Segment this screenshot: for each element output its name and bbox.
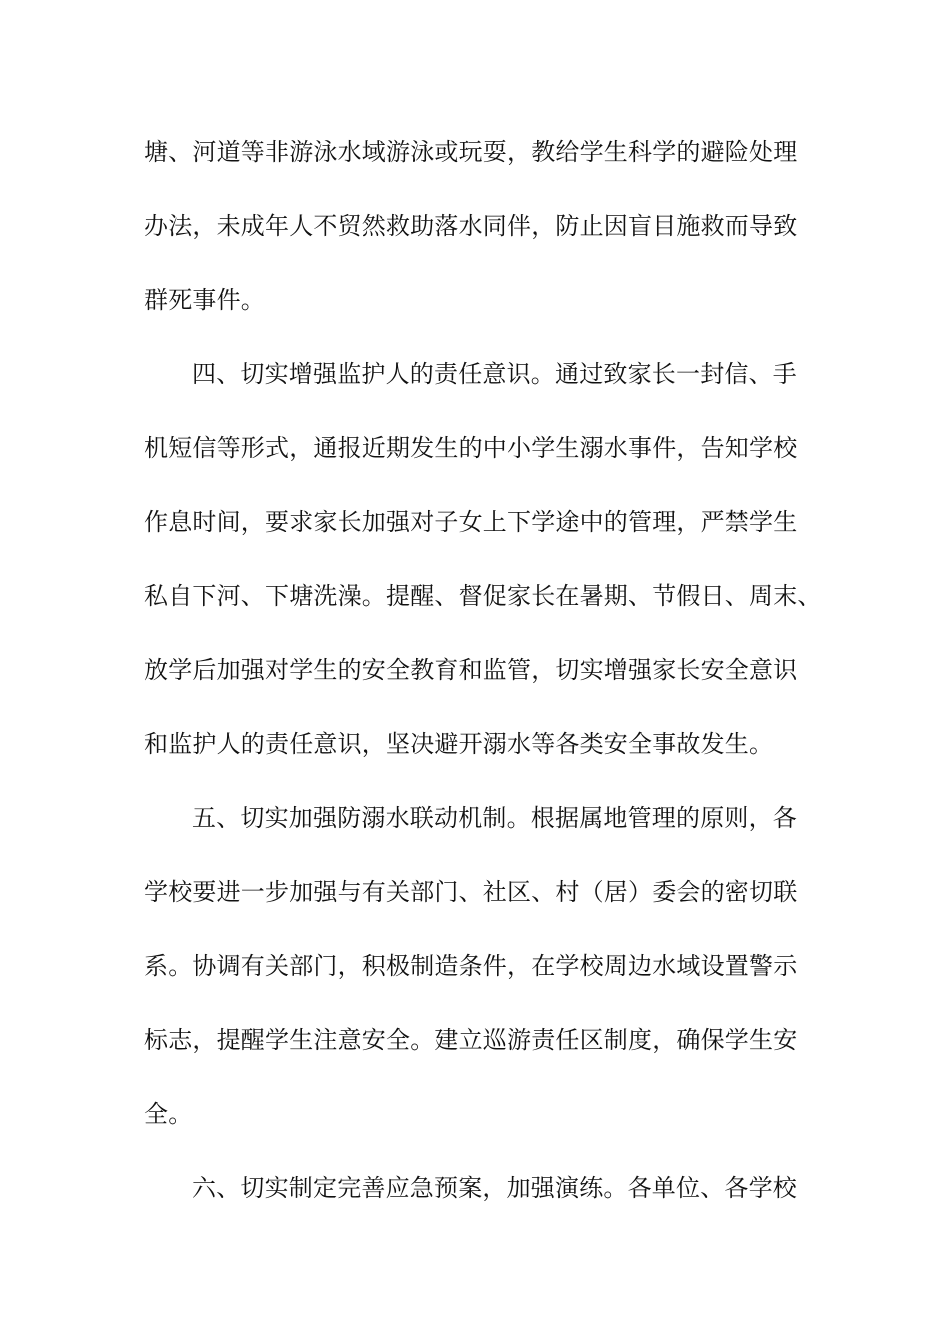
text-line: 和监护人的责任意识，坚决避开溺水等各类安全事故发生。: [144, 730, 774, 758]
text-line: 群死事件。: [144, 286, 265, 314]
text-line: 作息时间，要求家长加强对子女上下学途中的管理，严禁学生: [144, 508, 798, 536]
text-line: 学校要进一步加强与有关部门、社区、村（居）委会的密切联: [144, 878, 798, 906]
paragraph-start-line: 四、切实增强监护人的责任意识。通过致家长一封信、手: [192, 360, 797, 388]
text-line: 私自下河、下塘洗澡。提醒、督促家长在暑期、节假日、周末、: [144, 582, 822, 610]
text-line: 塘、河道等非游泳水域游泳或玩耍，教给学生科学的避险处理: [144, 138, 798, 166]
text-line: 标志，提醒学生注意安全。建立巡游责任区制度，确保学生安: [144, 1026, 798, 1054]
text-line: 放学后加强对学生的安全教育和监管，切实增强家长安全意识: [144, 656, 798, 684]
text-line: 全。: [144, 1100, 193, 1128]
text-line: 机短信等形式，通报近期发生的中小学生溺水事件，告知学校: [144, 434, 798, 462]
text-line: 系。协调有关部门，积极制造条件，在学校周边水域设置警示: [144, 952, 798, 980]
paragraph-start-line: 六、切实制定完善应急预案，加强演练。各单位、各学校: [192, 1174, 797, 1202]
paragraph-start-line: 五、切实加强防溺水联动机制。根据属地管理的原则，各: [192, 804, 797, 832]
text-line: 办法，未成年人不贸然救助落水同伴，防止因盲目施救而导致: [144, 212, 798, 240]
